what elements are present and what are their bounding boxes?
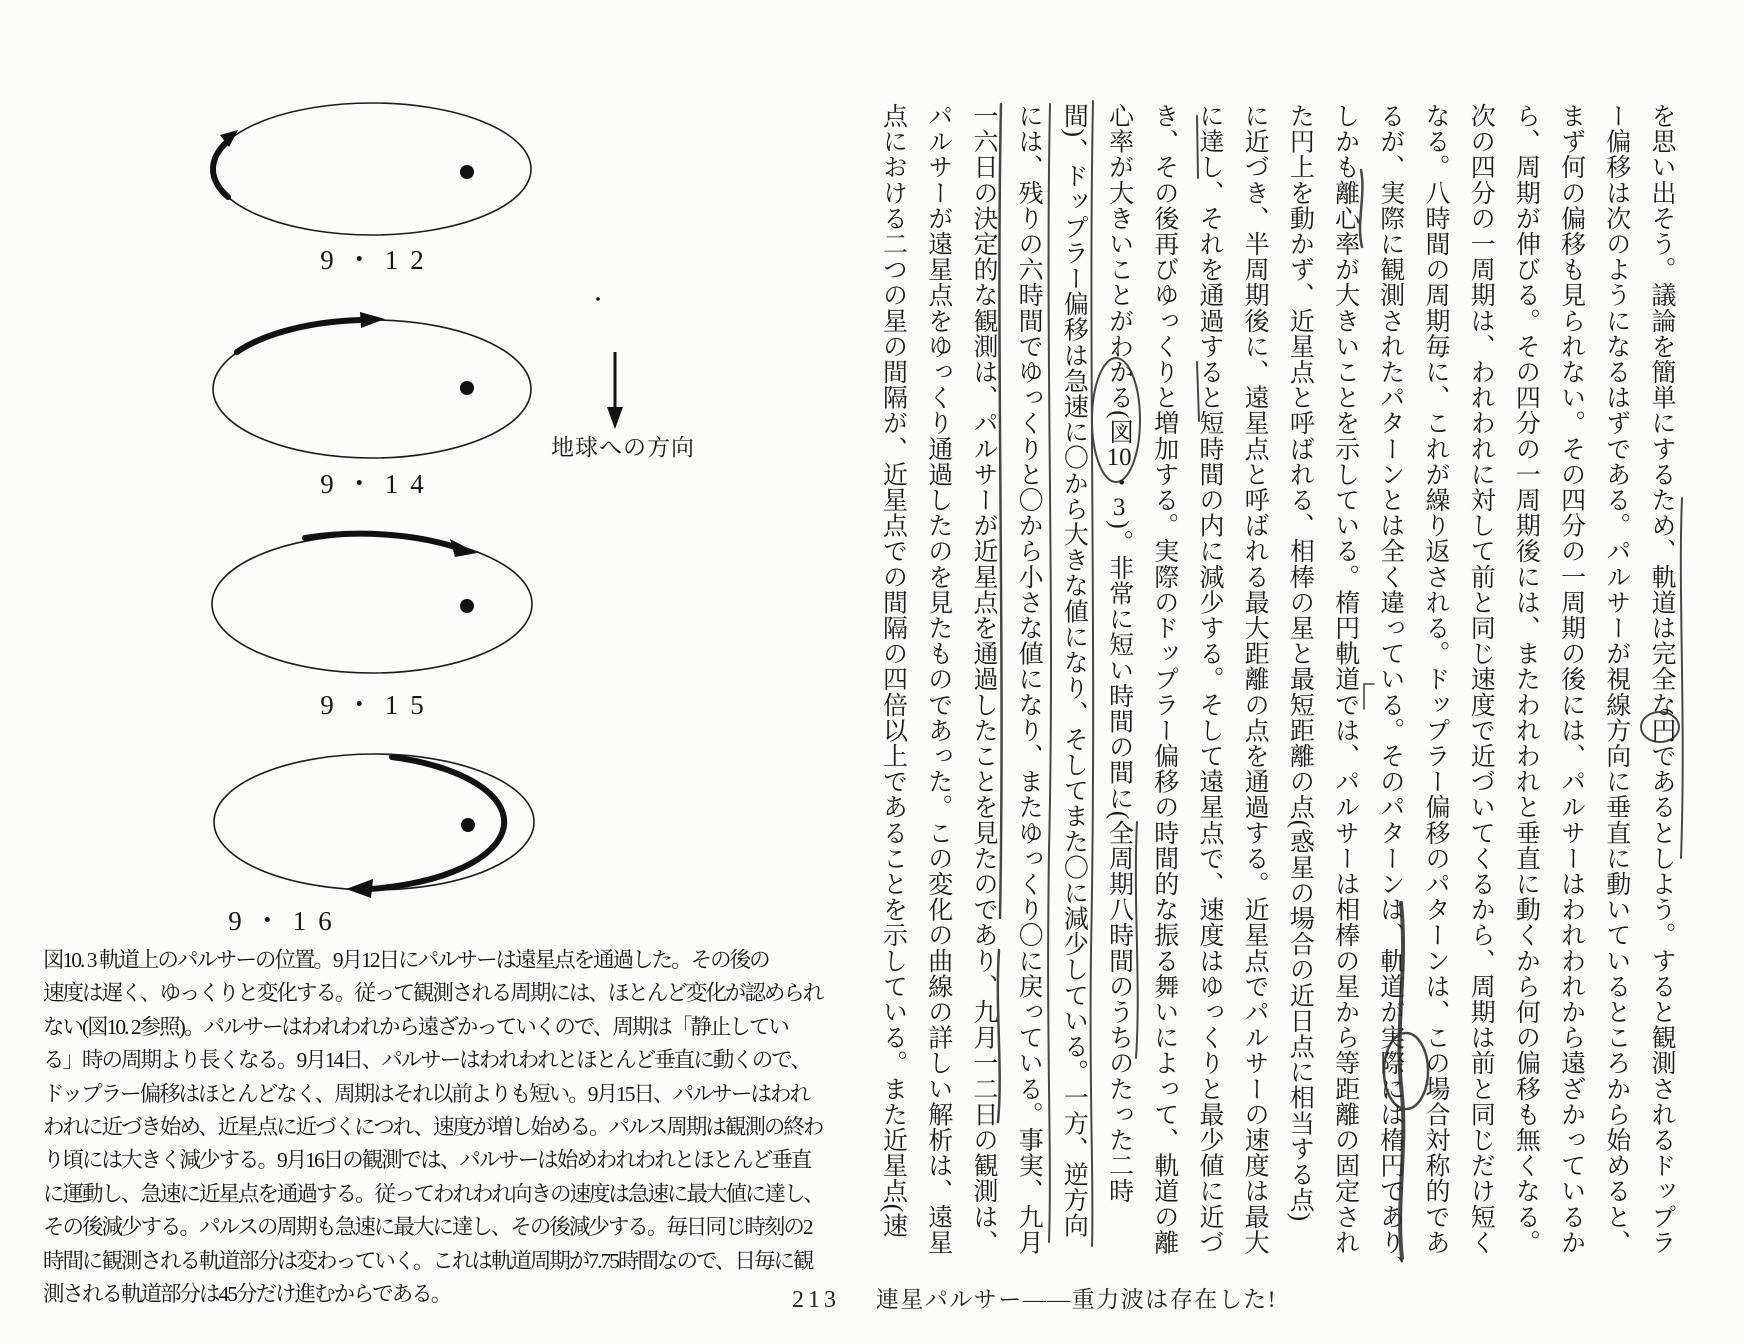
text-column-7: るが、実際に観測されたパターンとは全く違っている。そのパターンは、軌道が実際には楕円であり、 [1376, 103, 1404, 1281]
caption-line: ない(図10. 2参照)。パルサーはわれわれから遠ざかっていくので、周期は「静止してい [43, 1014, 788, 1039]
orbit-fast-arc-912 [213, 141, 228, 197]
text-column-4: ら、周期が伸びる。その四分の一周期後には、またわれわれと垂直に動くから何の偏移も無くなる。 [1512, 103, 1540, 1255]
text-column-17: パルサーが遠星点をゆっくり通過したのを見たものであった。この変化の曲線の詳しい解析は、遠星 [924, 103, 952, 1255]
caption-line: ドップラー偏移はほとんどなく、周期はそれ以前よりも短い。9月15日、パルサーはわれ [43, 1081, 809, 1106]
body-text [866, 103, 1684, 1288]
text-column-16: 一六日の決定的な観測は、パルサーが近星点を通過したことを見たのであり、九月一二日の観測は、 [969, 103, 997, 1255]
orbit-ellipse-916 [214, 754, 534, 890]
caption-line: 測される軌道部分は45分だけ進むからである。 [43, 1282, 451, 1307]
text-column-5: 次の四分の一周期は、われわれに対して前と同じ速度で近づいてくるから、周期は前と同じだけ短く [1467, 103, 1495, 1255]
text-column-2: ー偏移は次のようになるはずである。パルサーが視線方向に垂直に動いているところから始めると、 [1602, 103, 1630, 1255]
caption-line: に運動し、急速に近星点を通過する。従ってわれわれ向きの速度は急速に最大値に達し、 [43, 1181, 824, 1206]
caption-line: 図10. 3 軌道上のパルサーの位置。9月12日にパルサーは遠星点を通過した。その後の [43, 948, 769, 972]
text-column-14: 間)、ドップラー偏移は急速に〇から大きな値になり、そしてまた〇に減少している。一方、逆方向 [1060, 103, 1088, 1239]
caption-line: 速度は遅く、ゆっくりと変化する。従って観測される周期には、ほとんど変化が認められ [43, 981, 823, 1006]
text-column-1: を思い出そう。議論を簡単にするため、軌道は完全な円であるとしよう。すると観測されるドップラ [1648, 103, 1675, 1255]
text-column-9: た円上を動かず、近星点と呼ばれる、相棒の星と最短距離の点(惑星の場合の近日点に相当する点) [1286, 103, 1314, 1222]
earth-direction-arrow [607, 352, 623, 429]
text-column-10: に近づき、半周期後に、遠星点と呼ばれる最大距離の点を通過する。近星点でパルサーの速度は最大 [1241, 103, 1269, 1255]
companion-star-dot-912 [460, 165, 474, 179]
companion-star-dot-914 [460, 381, 474, 395]
scan-speck [596, 297, 600, 301]
orbit-fast-arc-915 [305, 534, 455, 547]
orbit-date-label-915: 9・15 [320, 690, 436, 720]
text-column-6: なる。八時間の周期毎に、これが繰り返される。ドップラー偏移のパターンは、この場合対称的であ [1421, 103, 1449, 1255]
text-column-18: 点における二つの星の間隔が、近星点での間隔の四倍以上であることを示している。また近星点(速 [879, 103, 907, 1239]
orbit-date-label-916: 9・16 [228, 906, 344, 936]
orbit-fast-arc-914 [237, 320, 361, 352]
orbit-fast-arc-916 [370, 757, 504, 889]
page-number: 213 [792, 1287, 840, 1313]
orbit-ellipse-915 [212, 535, 532, 673]
orbit-date-label-912: 9・12 [320, 245, 436, 275]
orbit-ellipse-912 [213, 103, 531, 235]
orbit-arrowhead-914 [360, 312, 385, 328]
text-column-3: まず何の偏移も見られない。その四分の一周期の後には、パルサーはわれわれから遠ざかっているか [1557, 103, 1585, 1255]
text-column-11: に達し、それを通過すると短時間の内に減少する。そして遠星点で、速度はゆっくりと最少値に近づ [1195, 103, 1223, 1255]
text-column-12: き、その後再びゆっくりと増加する。実際のドップラー偏移の時間的な振る舞いによって、軌道の離 [1150, 103, 1178, 1255]
page-footer [792, 1281, 1277, 1314]
text-column-8: しかも離心率が大きいことを示している。楕円軌道では、パルサーは相棒の星から等距離の固定され [1331, 103, 1359, 1255]
earth-direction-label: 地球への方向 [551, 435, 695, 460]
orbit-arrowhead-915 [450, 539, 477, 557]
companion-star-dot-915 [460, 599, 474, 613]
caption-line: る」時の周期より長くなる。9月14日、パルサーはわれわれとほとんど垂直に動くので、 [43, 1048, 810, 1073]
orbit-date-label-914: 9・14 [320, 469, 436, 499]
text-column-13: 心率が大きいことがわかる(図10・3)。非常に短い時間の間に(全周期八時間のうちのたった二時 [1105, 103, 1133, 1204]
orbit-arrowhead-916 [346, 879, 373, 898]
text-column-15: には、残りの六時間でゆっくりと〇から小さな値になり、またゆっくり〇に戻っている。事実、九月 [1015, 103, 1043, 1255]
caption-line: り頃には大きく減少する。9月16日の観測では、パルサーは始めわれわれとほとんど垂直 [43, 1148, 811, 1173]
running-title: 連星パルサー――重力波は存在した! [875, 1287, 1277, 1312]
companion-star-dot-916 [461, 818, 475, 832]
caption-line: 時間に観測される軌道部分は変わっていく。これは軌道周期が7.75時間なので、日毎に観 [43, 1248, 813, 1273]
caption-line: その後減少する。パルスの周期も急速に最大に達し、その後減少する。毎日同じ時刻の2 [43, 1215, 812, 1240]
caption-line: われに近づき始め、近星点に近づくにつれ、速度が増し始める。パルス周期は観測の終わ [43, 1115, 823, 1140]
